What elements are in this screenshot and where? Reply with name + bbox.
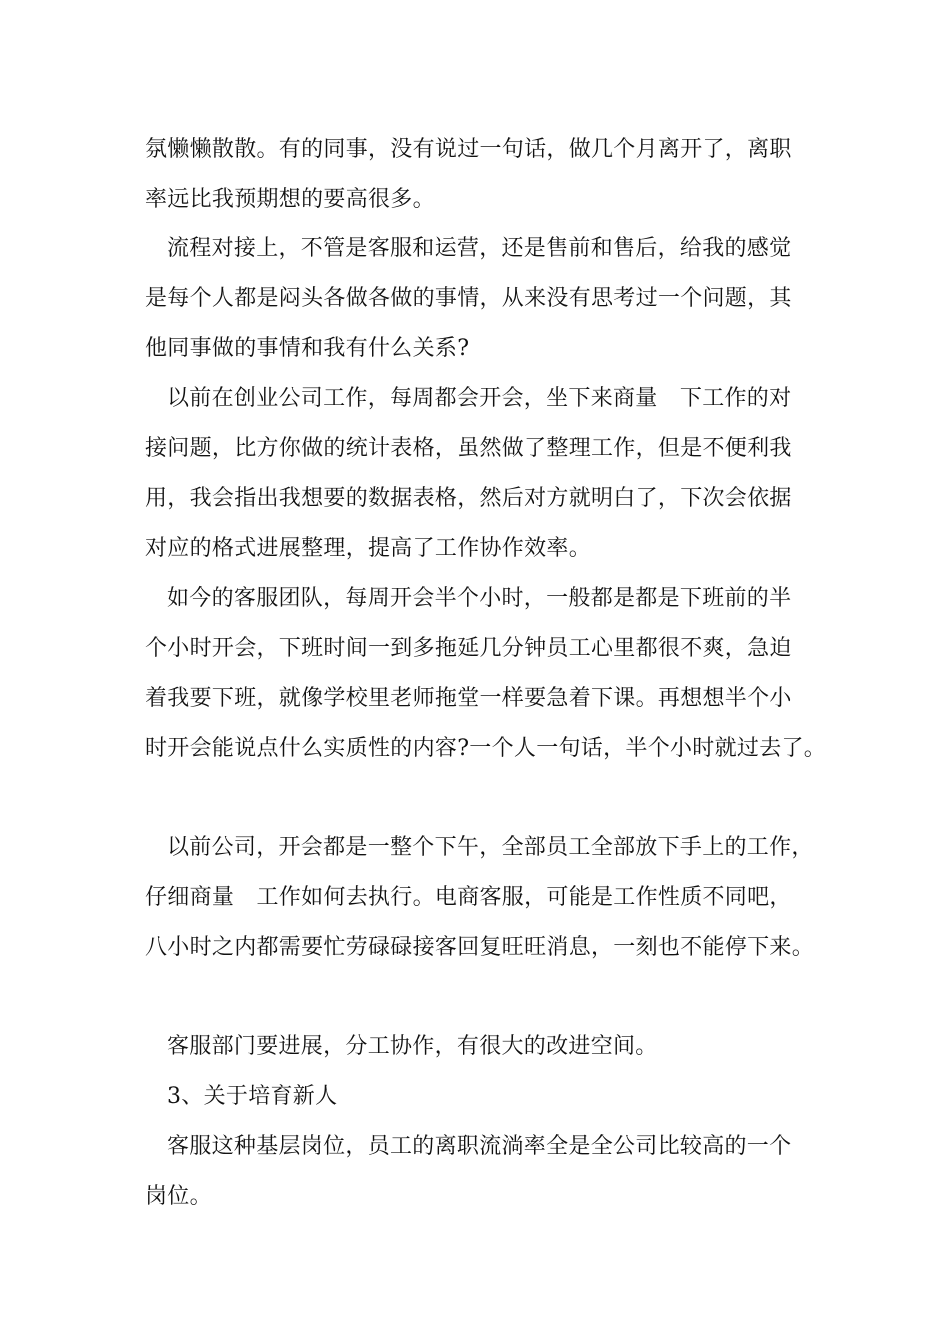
text-line: 用，我会指出我想要的数据表格，然后对方就明白了，下次会依据: [145, 486, 792, 511]
section-heading: 3、关于培育新人: [167, 1084, 338, 1109]
text-line: 对应的格式进展整理，提高了工作协作效率。: [145, 536, 592, 561]
text-line: 是每个人都是闷头各做各做的事情，从来没有思考过一个问题，其: [145, 286, 792, 311]
text-line: 着我要下班，就像学校里老师拖堂一样要急着下课。再想想半个小: [145, 686, 792, 711]
text-line: 客服这种基层岗位，员工的离职流淌率全是全公司比较高的一个: [167, 1134, 792, 1159]
text-line: 时开会能说点什么实质性的内容?一个人一句话，半个小时就过去了。: [145, 736, 827, 761]
text-line: 他同事做的事情和我有什么关系?: [145, 336, 470, 361]
text-line: 客服部门要进展，分工协作，有很大的改进空间。: [167, 1034, 658, 1059]
text-line: 以前公司，开会都是一整个下午，全部员工全部放下手上的工作，: [167, 835, 814, 860]
text-line: 仔细商量 工作如何去执行。电商客服，可能是工作性质不同吧，: [145, 885, 792, 910]
text-line: 接问题，比方你做的统计表格，虽然做了整理工作，但是不便利我: [145, 436, 792, 461]
text-line: 岗位。: [145, 1184, 212, 1209]
text-line: 率远比我预期想的要高很多。: [145, 187, 435, 212]
text-line: 八小时之内都需要忙劳碌碌接客回复旺旺消息，一刻也不能停下来。: [145, 935, 815, 960]
text-line: 流程对接上，不管是客服和运营，还是售前和售后，给我的感觉: [167, 236, 792, 261]
text-line: 以前在创业公司工作，每周都会开会，坐下来商量 下工作的对: [167, 386, 792, 411]
text-line: 氛懒懒散散。有的同事，没有说过一句话，做几个月离开了，离职: [145, 137, 792, 162]
text-line: 如今的客服团队，每周开会半个小时，一般都是都是下班前的半: [167, 586, 792, 611]
text-line: 个小时开会，下班时间一到多拖延几分钟员工心里都很不爽，急迫: [145, 636, 792, 661]
